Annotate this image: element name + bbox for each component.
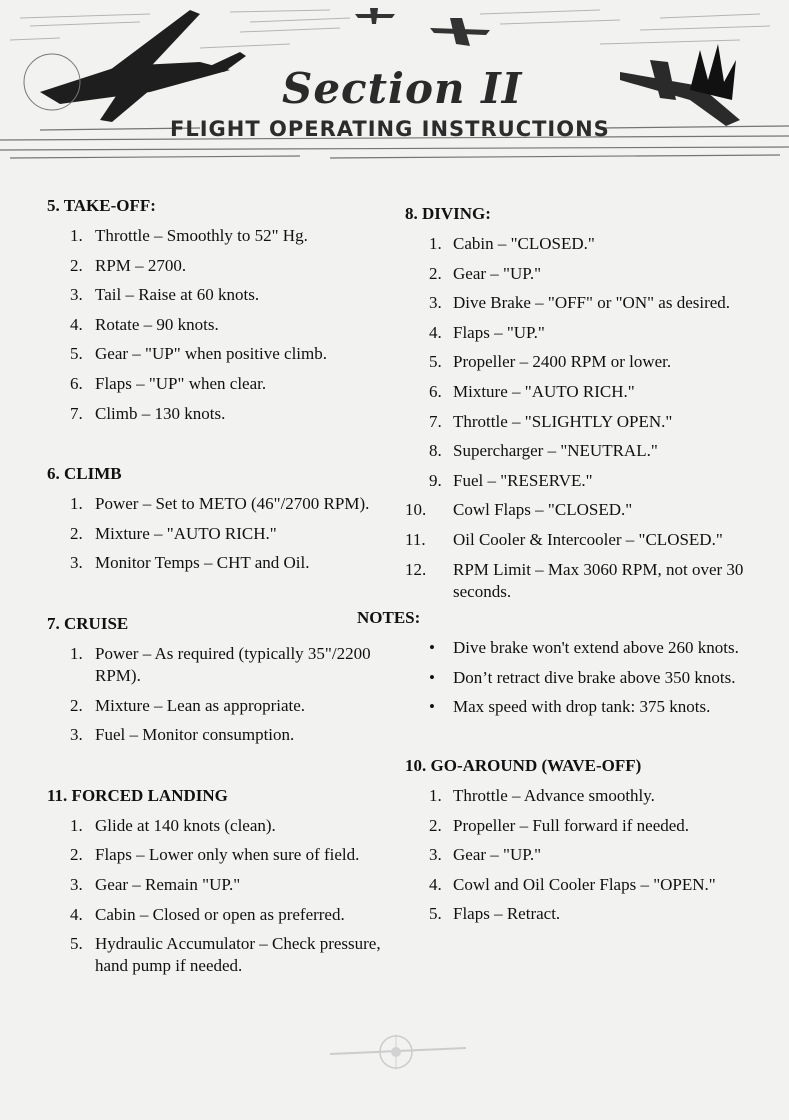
list-item	[405, 263, 765, 285]
list-item	[405, 292, 765, 314]
list-item	[47, 695, 392, 717]
section-heading: 5. TAKE-OFF:	[47, 196, 156, 215]
notes-section	[357, 608, 765, 718]
item-text: Power – As required (typically 35"/2200 RPM).	[95, 643, 371, 685]
item-number: 6.	[429, 381, 442, 401]
item-text: Mixture – Lean as appropriate.	[95, 695, 306, 715]
bullet-icon: •	[429, 667, 435, 687]
item-text: Gear – "UP."	[453, 263, 542, 283]
item-text: Oil Cooler & Intercooler – "CLOSED."	[453, 529, 723, 549]
item-number: 4.	[429, 322, 442, 342]
item-text: Throttle – "SLIGHTLY OPEN."	[453, 411, 673, 431]
item-text: Climb – 130 knots.	[95, 403, 226, 423]
item-number: 1.	[429, 234, 442, 253]
list-item	[405, 351, 765, 373]
list-item	[47, 933, 392, 977]
cruise-section	[47, 614, 392, 746]
item-text: Rotate – 90 knots.	[95, 314, 219, 334]
list-item	[405, 903, 765, 925]
header-banner	[0, 0, 789, 170]
item-number: 2.	[70, 255, 83, 275]
item-number: 3.	[429, 293, 442, 313]
go-around-section	[405, 756, 765, 925]
climb-section	[47, 464, 392, 574]
section-heading: 6. CLIMB	[47, 464, 122, 484]
item-text: Flaps – "UP" when clear.	[95, 373, 267, 393]
item-text: Gear – Remain "UP."	[95, 874, 241, 894]
list-item	[405, 440, 765, 462]
item-number: 3.	[70, 874, 83, 894]
bullet-icon: •	[429, 697, 435, 717]
item-text: Cabin – "CLOSED."	[453, 234, 595, 253]
item-number: 2.	[429, 815, 442, 835]
item-text: Flaps – Retract.	[453, 904, 561, 924]
list-item	[405, 529, 765, 551]
item-text: Cowl Flaps – "CLOSED."	[453, 500, 633, 520]
note-text: Dive brake won't extend above 260 knots.	[453, 638, 739, 658]
notes-heading	[357, 608, 765, 628]
item-number: 9.	[429, 470, 442, 490]
item-number: 1.	[70, 815, 83, 835]
list-item	[47, 255, 392, 277]
item-number: 3.	[70, 285, 83, 305]
item-number: 11.	[405, 529, 426, 549]
note-text: Max speed with drop tank: 375 knots.	[453, 697, 711, 717]
section-heading: 10. GO-AROUND (WAVE-OFF)	[405, 755, 642, 775]
right-column	[357, 196, 765, 933]
item-text: Mixture – "AUTO RICH."	[95, 523, 277, 543]
list-item	[405, 233, 765, 255]
item-number: 10.	[405, 500, 427, 520]
list-item	[47, 314, 392, 336]
item-text: Mixture – "AUTO RICH."	[453, 381, 635, 401]
item-number: 2.	[70, 845, 83, 865]
item-text: Throttle – Smoothly to 52" Hg.	[95, 226, 308, 245]
item-text: Gear – "UP" when positive climb.	[95, 344, 328, 364]
section-subtitle: FLIGHT OPERATING INSTRUCTIONS	[170, 117, 610, 141]
list-item	[405, 844, 765, 866]
item-number: 2.	[70, 523, 83, 543]
item-number: 5.	[429, 352, 442, 372]
section-heading: 11. FORCED LANDING	[47, 785, 228, 805]
item-number: 5.	[70, 934, 83, 954]
item-number: 1.	[70, 494, 83, 514]
item-number: 1.	[70, 643, 83, 663]
list-item	[405, 411, 765, 433]
item-text: Fuel – Monitor consumption.	[95, 725, 295, 745]
list-item	[405, 322, 765, 344]
list-item	[47, 874, 392, 896]
item-text: Flaps – "UP."	[453, 322, 545, 342]
item-text: Hydraulic Accumulator – Check pressure, hand pump if needed.	[95, 934, 381, 976]
item-text: Propeller – Full forward if needed.	[453, 815, 690, 835]
list-item	[47, 552, 392, 574]
item-number: 2.	[70, 695, 83, 715]
item-number: 1.	[429, 785, 442, 805]
item-number: 3.	[70, 553, 83, 573]
list-item	[47, 724, 392, 746]
list-item	[405, 559, 765, 603]
left-column	[47, 196, 392, 985]
item-number: 2.	[429, 263, 442, 283]
item-number: 7.	[429, 411, 442, 431]
note-text: Don’t retract dive brake above 350 knots.	[453, 667, 736, 687]
list-item	[47, 815, 392, 837]
list-item	[47, 643, 392, 687]
item-number: 4.	[70, 314, 83, 334]
takeoff-section	[47, 196, 392, 425]
note-item	[405, 667, 765, 689]
item-number: 8.	[429, 441, 442, 461]
item-number: 3.	[70, 725, 83, 745]
list-item	[405, 785, 765, 807]
list-item	[47, 225, 392, 247]
item-number: 4.	[70, 904, 83, 924]
item-text: Flaps – Lower only when sure of field.	[95, 845, 360, 865]
notes-heading-text: NOTES:	[357, 608, 421, 628]
list-item	[405, 499, 765, 521]
item-number: 4.	[429, 874, 442, 894]
bullet-icon: •	[429, 638, 435, 658]
item-text: Propeller – 2400 RPM or lower.	[453, 352, 672, 372]
item-text: Glide at 140 knots (clean).	[95, 815, 276, 835]
list-item	[405, 381, 765, 403]
list-item	[47, 403, 392, 425]
section-title: Section II	[282, 64, 523, 113]
section-heading: 8. DIVING:	[405, 204, 491, 223]
plane-watermark-icon	[328, 1030, 468, 1074]
item-number: 7.	[70, 403, 83, 423]
item-number: 5.	[429, 904, 442, 924]
item-number: 6.	[70, 373, 83, 393]
list-item	[405, 470, 765, 492]
item-text: RPM – 2700.	[95, 255, 187, 275]
list-item	[47, 373, 392, 395]
item-number: 5.	[70, 344, 83, 364]
list-item	[47, 844, 392, 866]
list-item	[47, 493, 392, 515]
note-item	[405, 696, 765, 718]
item-text: Tail – Raise at 60 knots.	[95, 285, 260, 305]
item-text: Throttle – Advance smoothly.	[453, 785, 655, 805]
list-item	[47, 523, 392, 545]
item-number: 12.	[405, 559, 427, 579]
forced-landing-section	[47, 786, 392, 977]
item-number: 3.	[429, 845, 442, 865]
item-text: Fuel – "RESERVE."	[453, 470, 593, 490]
diving-section	[405, 204, 765, 603]
item-text: Dive Brake – "OFF" or "ON" as desired.	[453, 293, 731, 313]
list-item	[47, 904, 392, 926]
item-number: 1.	[70, 226, 83, 245]
item-text: Gear – "UP."	[453, 845, 542, 865]
item-text: Cabin – Closed or open as preferred.	[95, 904, 345, 924]
item-text: Power – Set to METO (46"/2700 RPM).	[95, 494, 370, 514]
item-text: Cowl and Oil Cooler Flaps – "OPEN."	[453, 874, 716, 894]
list-item	[405, 815, 765, 837]
item-text: Monitor Temps – CHT and Oil.	[95, 553, 310, 573]
item-text: Supercharger – "NEUTRAL."	[453, 441, 658, 461]
section-heading: 7. CRUISE	[47, 613, 129, 633]
list-item	[47, 343, 392, 365]
item-text: RPM Limit – Max 3060 RPM, not over 30 seconds.	[453, 559, 744, 601]
list-item	[405, 874, 765, 896]
list-item	[47, 284, 392, 306]
note-item	[405, 637, 765, 659]
